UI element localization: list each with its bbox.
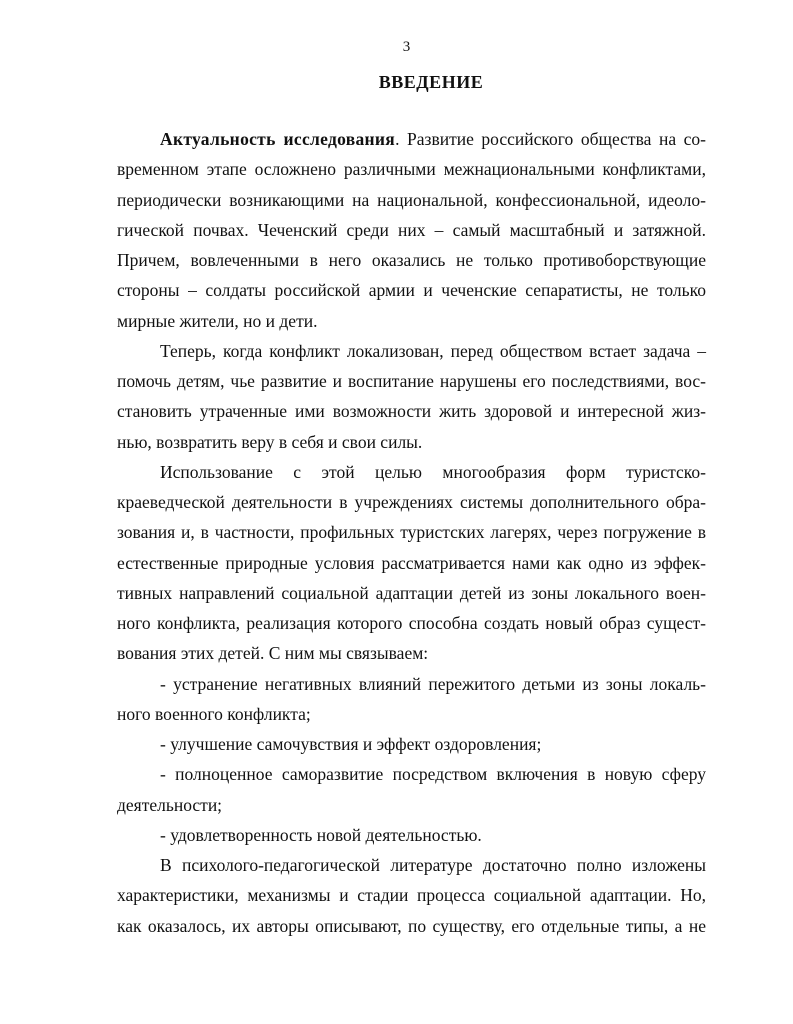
text-line: характеристики, механизмы и стадии процесса социальной адаптации. Но, [117, 885, 706, 906]
body-text [117, 124, 706, 941]
text-line: Использование с этой целью многообразия форм туристско- [160, 461, 706, 482]
text-line: как оказалось, их авторы описывают, по существу, его отдельные типы, а не [117, 915, 706, 936]
text-line: временном этапе осложнено различными межнациональными конфликтами, [117, 159, 706, 180]
text-line: вования этих детей. С ним мы связываем: [117, 643, 429, 664]
list-item-continuation: деятельности; [117, 794, 223, 815]
text-line: становить утраченные ими возможности жить здоровой и интересной жиз- [117, 401, 706, 422]
text-line [117, 124, 706, 154]
list-item: - устранение негативных влияний пережитого детьми из зоны локаль- [160, 673, 706, 694]
text-line: помочь детям, чье развитие и воспитание нарушены его последствиями, вос- [117, 371, 706, 391]
text-line: стороны – солдаты российской армии и чеченские сепаратисты, не только [117, 280, 706, 301]
list-item: - полноценное саморазвитие посредством включения в новую сферу [160, 764, 706, 785]
text-line: Теперь, когда конфликт локализован, перед обществом встает задача – [160, 340, 706, 361]
text-line: периодически возникающими на национальной, конфессиональной, идеоло- [117, 189, 706, 210]
text-line: тивных направлений социальной адаптации детей из зоны локального воен- [117, 582, 706, 603]
text-line: краеведческой деятельности в учреждениях системы дополнительного обра- [117, 492, 706, 512]
text-line: гической почвах. Чеченский среди них – самый масштабный и затяжной. [117, 219, 706, 240]
text-line: Причем, вовлеченными в него оказались не только противоборствующие [117, 250, 706, 270]
text-line: мирные жители, но и дети. [117, 310, 318, 331]
list-item: - улучшение самочувствия и эффект оздоровления; [160, 734, 542, 754]
text-line: В психолого-педагогической литературе достаточно полно изложены [160, 855, 706, 875]
lead-phrase: Актуальность исследования [160, 129, 396, 149]
text-line: нью, возвратить веру в себя и свои силы. [117, 431, 423, 452]
text-line: ного конфликта, реализация которого способна создать новый образ сущест- [117, 613, 706, 633]
list-item-continuation: ного военного конфликта; [117, 703, 311, 724]
text-fragment: . Развитие российского общества на со- [395, 129, 707, 149]
page-number: 3 [402, 39, 411, 55]
section-heading: ВВЕДЕНИЕ [378, 72, 484, 92]
text-line: естественные природные условия рассматривается нами как одно из эффек- [117, 552, 706, 573]
text-line: зования и, в частности, профильных туристских лагерях, через погружение в [117, 522, 706, 543]
list-item: - удовлетворенность новой деятельностью. [160, 824, 482, 845]
